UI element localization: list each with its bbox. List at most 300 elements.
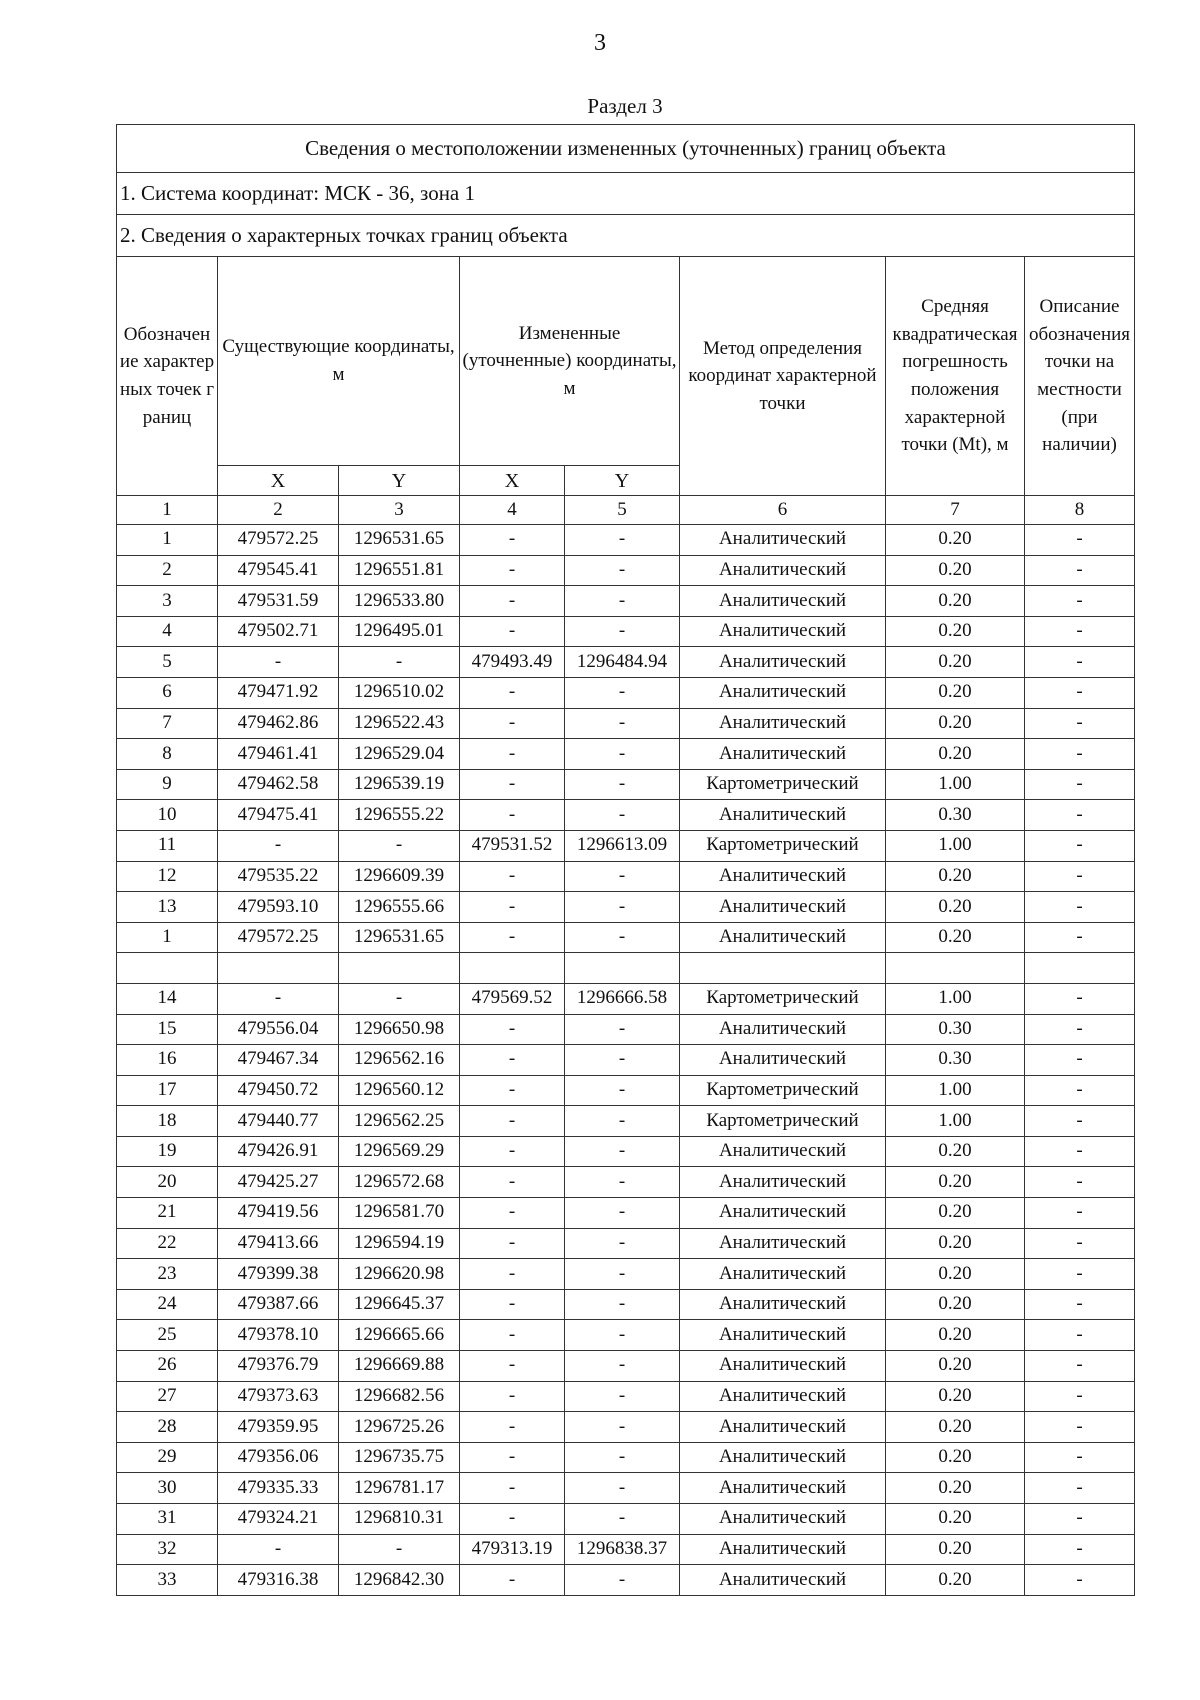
cell-changed-y [565,953,680,984]
cell-method: Аналитический [680,1473,886,1504]
cell-error: 0.20 [886,1228,1025,1259]
cell-description: - [1025,555,1135,586]
cell-error: 0.20 [886,1381,1025,1412]
cell-existing-x: 479535.22 [218,861,339,892]
cell-existing-x: 479316.38 [218,1565,339,1596]
header-changed-y: Y [565,466,680,496]
cell-changed-y: - [565,769,680,800]
table-row [117,525,1135,556]
cell-changed-y: - [565,1412,680,1443]
cell-description: - [1025,647,1135,678]
header-existing-x: X [218,466,339,496]
cell-existing-y: 1296551.81 [339,555,460,586]
cell-changed-y: - [565,1565,680,1596]
cell-changed-x: - [460,1198,565,1229]
cell-existing-y: 1296495.01 [339,616,460,647]
cell-existing-x: 479356.06 [218,1442,339,1473]
cell-changed-x: - [460,1412,565,1443]
table-row [117,1045,1135,1076]
cell-method: Аналитический [680,708,886,739]
cell-changed-x: - [460,1136,565,1167]
cell-existing-y: 1296560.12 [339,1075,460,1106]
cell-error: 0.20 [886,1351,1025,1382]
cell-existing-x: 479462.86 [218,708,339,739]
cell-changed-x [460,953,565,984]
table-row [117,1565,1135,1596]
cell-existing-x: 479462.58 [218,769,339,800]
cell-method: Картометрический [680,983,886,1014]
header-existing-coords: Существующие координаты, м [218,257,460,466]
table-body [117,125,1135,1596]
cell-method: Картометрический [680,1075,886,1106]
cell-error: 0.20 [886,892,1025,923]
header-point-id: Обозначение характерных точек границ [117,257,218,496]
cell-point-id: 20 [117,1167,218,1198]
cell-point-id: 24 [117,1289,218,1320]
cell-point-id: 28 [117,1412,218,1443]
column-number: 4 [460,496,565,525]
cell-changed-y: - [565,1106,680,1137]
cell-changed-x: 479531.52 [460,830,565,861]
cell-changed-y: - [565,1442,680,1473]
cell-existing-y: - [339,647,460,678]
cell-existing-y: 1296522.43 [339,708,460,739]
cell-point-id: 23 [117,1259,218,1290]
cell-error: 1.00 [886,1106,1025,1137]
cell-error: 1.00 [886,769,1025,800]
cell-existing-x: 479545.41 [218,555,339,586]
cell-description: - [1025,1381,1135,1412]
cell-changed-y: 1296666.58 [565,983,680,1014]
cell-changed-x: - [460,1565,565,1596]
cell-description: - [1025,983,1135,1014]
table-row [117,677,1135,708]
cell-error: 0.20 [886,1259,1025,1290]
column-number: 6 [680,496,886,525]
points-info-heading: 2. Сведения о характерных точках границ объекта [117,215,1135,257]
cell-changed-x: - [460,1228,565,1259]
header-changed-coords: Измененные (уточненные) координаты, м [460,257,680,466]
cell-method: Аналитический [680,892,886,923]
cell-point-id: 6 [117,677,218,708]
cell-error: 0.20 [886,525,1025,556]
cell-existing-y: 1296555.22 [339,800,460,831]
cell-description: - [1025,1045,1135,1076]
header-error: Средняя квадратическая погрешность положения характерной точки (Mt), м [886,257,1025,496]
cell-existing-x: 479440.77 [218,1106,339,1137]
cell-error: 0.20 [886,708,1025,739]
cell-description: - [1025,525,1135,556]
cell-existing-y: 1296669.88 [339,1351,460,1382]
table-row [117,800,1135,831]
cell-changed-y: - [565,1228,680,1259]
cell-description: - [1025,1504,1135,1535]
cell-existing-x: 479376.79 [218,1351,339,1382]
cell-changed-y: - [565,1136,680,1167]
table-row [117,739,1135,770]
cell-description: - [1025,1136,1135,1167]
cell-existing-x: 479425.27 [218,1167,339,1198]
cell-changed-y: - [565,1504,680,1535]
cell-existing-y: 1296569.29 [339,1136,460,1167]
cell-error: 0.20 [886,861,1025,892]
cell-changed-y: - [565,525,680,556]
table-row [117,983,1135,1014]
cell-existing-y: - [339,1534,460,1565]
table-row [117,586,1135,617]
table-row [117,953,1135,984]
cell-error: 0.20 [886,1534,1025,1565]
cell-description: - [1025,1014,1135,1045]
cell-error: 0.20 [886,677,1025,708]
cell-existing-x: 479471.92 [218,677,339,708]
cell-existing-y: 1296620.98 [339,1259,460,1290]
cell-existing-y: 1296562.25 [339,1106,460,1137]
cell-point-id: 29 [117,1442,218,1473]
table-row [117,1289,1135,1320]
cell-existing-x: - [218,983,339,1014]
cell-error [886,953,1025,984]
header-changed-x: X [460,466,565,496]
cell-existing-y: 1296810.31 [339,1504,460,1535]
cell-existing-x: 479373.63 [218,1381,339,1412]
table-row [117,1381,1135,1412]
cell-method [680,953,886,984]
cell-existing-y: 1296665.66 [339,1320,460,1351]
table-row [117,555,1135,586]
cell-changed-y: - [565,800,680,831]
cell-existing-y: 1296735.75 [339,1442,460,1473]
cell-error: 0.20 [886,1289,1025,1320]
column-number: 8 [1025,496,1135,525]
cell-point-id: 7 [117,708,218,739]
cell-point-id: 1 [117,525,218,556]
cell-point-id: 18 [117,1106,218,1137]
table-row [117,1106,1135,1137]
cell-method: Аналитический [680,1442,886,1473]
cell-changed-y: - [565,677,680,708]
cell-description: - [1025,892,1135,923]
cell-error: 1.00 [886,983,1025,1014]
cell-changed-y: 1296838.37 [565,1534,680,1565]
cell-existing-y: 1296562.16 [339,1045,460,1076]
cell-point-id: 12 [117,861,218,892]
cell-method: Аналитический [680,1259,886,1290]
table-row [117,1320,1135,1351]
cell-point-id: 1 [117,922,218,953]
cell-existing-x: - [218,1534,339,1565]
table-row [117,1075,1135,1106]
cell-existing-x: 479387.66 [218,1289,339,1320]
cell-point-id: 19 [117,1136,218,1167]
cell-existing-y: 1296781.17 [339,1473,460,1504]
cell-description: - [1025,1351,1135,1382]
table-row [117,1412,1135,1443]
cell-existing-y: 1296682.56 [339,1381,460,1412]
cell-method: Аналитический [680,1014,886,1045]
cell-existing-x [218,953,339,984]
cell-changed-x: - [460,1473,565,1504]
cell-changed-y: - [565,1014,680,1045]
column-number: 1 [117,496,218,525]
cell-description: - [1025,739,1135,770]
cell-changed-x: - [460,769,565,800]
cell-description: - [1025,1228,1135,1259]
cell-method: Аналитический [680,1412,886,1443]
cell-changed-x: - [460,1351,565,1382]
cell-changed-x: - [460,1289,565,1320]
cell-changed-y: - [565,861,680,892]
table-row [117,1014,1135,1045]
boundary-points-table [116,124,1135,1596]
cell-error: 0.20 [886,616,1025,647]
cell-existing-y: 1296533.80 [339,586,460,617]
cell-method: Аналитический [680,1198,886,1229]
cell-point-id: 14 [117,983,218,1014]
cell-error: 0.30 [886,800,1025,831]
cell-point-id: 17 [117,1075,218,1106]
cell-description: - [1025,1289,1135,1320]
cell-changed-x: - [460,1106,565,1137]
cell-method: Аналитический [680,586,886,617]
table-row [117,1136,1135,1167]
cell-point-id: 2 [117,555,218,586]
table-row [117,647,1135,678]
table-row [117,1167,1135,1198]
cell-description: - [1025,1259,1135,1290]
cell-error: 0.20 [886,1136,1025,1167]
cell-changed-x: - [460,525,565,556]
cell-existing-x: 479426.91 [218,1136,339,1167]
cell-existing-x: 479593.10 [218,892,339,923]
cell-existing-y: - [339,830,460,861]
cell-method: Аналитический [680,861,886,892]
cell-changed-x: - [460,800,565,831]
cell-changed-x: - [460,1504,565,1535]
cell-point-id: 27 [117,1381,218,1412]
cell-point-id: 26 [117,1351,218,1382]
table-row [117,861,1135,892]
cell-existing-x: 479572.25 [218,525,339,556]
cell-changed-y: - [565,1473,680,1504]
cell-error: 0.20 [886,1412,1025,1443]
cell-changed-x: 479569.52 [460,983,565,1014]
table-row [117,922,1135,953]
cell-existing-y: 1296650.98 [339,1014,460,1045]
table-row [117,616,1135,647]
table-row [117,1228,1135,1259]
cell-description: - [1025,830,1135,861]
cell-changed-y: - [565,1045,680,1076]
cell-existing-x: 479419.56 [218,1198,339,1229]
cell-changed-y: - [565,739,680,770]
cell-method: Аналитический [680,1289,886,1320]
section-label: Раздел 3 [587,94,663,118]
cell-error: 0.20 [886,739,1025,770]
cell-existing-x: 479378.10 [218,1320,339,1351]
cell-description: - [1025,616,1135,647]
cell-description: - [1025,1534,1135,1565]
cell-existing-y: 1296645.37 [339,1289,460,1320]
table-row [117,1259,1135,1290]
cell-error: 0.20 [886,1473,1025,1504]
table-row [117,708,1135,739]
cell-error: 1.00 [886,830,1025,861]
cell-point-id: 21 [117,1198,218,1229]
coordinate-system: 1. Система координат: МСК - 36, зона 1 [117,173,1135,215]
column-number-row [117,496,1135,525]
cell-existing-x: - [218,830,339,861]
cell-point-id: 32 [117,1534,218,1565]
cell-point-id: 5 [117,647,218,678]
cell-existing-x: 479461.41 [218,739,339,770]
cell-point-id: 10 [117,800,218,831]
table-title: Сведения о местоположении измененных (уточненных) границ объекта [117,125,1135,173]
cell-changed-x: - [460,1014,565,1045]
cell-method: Аналитический [680,1136,886,1167]
table-row [117,1442,1135,1473]
cell-point-id: 22 [117,1228,218,1259]
cell-existing-y: 1296572.68 [339,1167,460,1198]
cell-changed-x: - [460,708,565,739]
cell-error: 0.20 [886,1198,1025,1229]
cell-existing-x: 479556.04 [218,1014,339,1045]
cell-method: Аналитический [680,555,886,586]
cell-changed-x: - [460,892,565,923]
cell-changed-y: - [565,1198,680,1229]
cell-changed-y: - [565,1167,680,1198]
cell-changed-y: - [565,616,680,647]
cell-changed-y: - [565,1320,680,1351]
cell-existing-x: 479475.41 [218,800,339,831]
cell-changed-y: - [565,1075,680,1106]
cell-point-id: 13 [117,892,218,923]
cell-changed-x: - [460,861,565,892]
cell-method: Аналитический [680,800,886,831]
cell-changed-y: - [565,708,680,739]
cell-point-id: 15 [117,1014,218,1045]
cell-error: 0.20 [886,1167,1025,1198]
cell-description: - [1025,922,1135,953]
cell-method: Картометрический [680,769,886,800]
page-number: 3 [594,30,606,56]
cell-method: Аналитический [680,1381,886,1412]
cell-existing-x: 479502.71 [218,616,339,647]
cell-description: - [1025,1167,1135,1198]
cell-changed-x: - [460,739,565,770]
cell-method: Аналитический [680,616,886,647]
header-description: Описание обозначения точки на местности (при наличии) [1025,257,1135,496]
header-method: Метод определения координат характерной точки [680,257,886,496]
cell-method: Аналитический [680,1504,886,1535]
cell-existing-x: - [218,647,339,678]
cell-existing-y: 1296594.19 [339,1228,460,1259]
table-row [117,830,1135,861]
cell-method: Аналитический [680,1351,886,1382]
table-row [117,1198,1135,1229]
cell-error: 0.20 [886,586,1025,617]
cell-changed-y: - [565,1381,680,1412]
cell-changed-y: - [565,892,680,923]
cell-changed-x: - [460,616,565,647]
cell-method: Аналитический [680,1045,886,1076]
cell-description [1025,953,1135,984]
cell-error: 0.20 [886,922,1025,953]
cell-changed-x: - [460,1442,565,1473]
cell-existing-x: 479572.25 [218,922,339,953]
table-row [117,1504,1135,1535]
cell-error: 0.20 [886,1442,1025,1473]
cell-point-id: 8 [117,739,218,770]
cell-method: Аналитический [680,1565,886,1596]
column-number: 2 [218,496,339,525]
cell-existing-y: 1296529.04 [339,739,460,770]
cell-existing-y: 1296609.39 [339,861,460,892]
cell-existing-x: 479359.95 [218,1412,339,1443]
cell-point-id: 4 [117,616,218,647]
cell-changed-x: - [460,586,565,617]
cell-changed-x: - [460,677,565,708]
cell-point-id: 11 [117,830,218,861]
cell-point-id: 33 [117,1565,218,1596]
cell-method: Аналитический [680,1228,886,1259]
cell-error: 0.20 [886,1320,1025,1351]
cell-existing-x: 479335.33 [218,1473,339,1504]
cell-description: - [1025,1442,1135,1473]
cell-existing-x: 479531.59 [218,586,339,617]
cell-method: Аналитический [680,922,886,953]
cell-description: - [1025,800,1135,831]
cell-changed-x: - [460,1259,565,1290]
cell-changed-y: - [565,1259,680,1290]
cell-existing-x: 479324.21 [218,1504,339,1535]
cell-description: - [1025,708,1135,739]
cell-changed-x: 479493.49 [460,647,565,678]
cell-existing-y: 1296842.30 [339,1565,460,1596]
cell-changed-y: 1296613.09 [565,830,680,861]
cell-description: - [1025,1565,1135,1596]
cell-description: - [1025,1412,1135,1443]
cell-point-id: 16 [117,1045,218,1076]
cell-existing-y: 1296725.26 [339,1412,460,1443]
cell-error: 0.20 [886,647,1025,678]
cell-point-id: 9 [117,769,218,800]
cell-changed-y: - [565,586,680,617]
table-row [117,1473,1135,1504]
table-row [117,892,1135,923]
cell-changed-y: - [565,555,680,586]
cell-description: - [1025,1106,1135,1137]
cell-error: 1.00 [886,1075,1025,1106]
cell-method: Аналитический [680,1167,886,1198]
cell-error: 0.20 [886,1504,1025,1535]
cell-description: - [1025,1320,1135,1351]
header-existing-y: Y [339,466,460,496]
cell-description: - [1025,861,1135,892]
cell-existing-x: 479450.72 [218,1075,339,1106]
cell-method: Аналитический [680,647,886,678]
cell-method: Аналитический [680,739,886,770]
cell-description: - [1025,1473,1135,1504]
cell-changed-y: - [565,1351,680,1382]
cell-description: - [1025,677,1135,708]
cell-point-id: 3 [117,586,218,617]
cell-method: Аналитический [680,1534,886,1565]
cell-changed-x: - [460,1167,565,1198]
cell-point-id: 30 [117,1473,218,1504]
cell-point-id: 31 [117,1504,218,1535]
cell-existing-x: 479413.66 [218,1228,339,1259]
